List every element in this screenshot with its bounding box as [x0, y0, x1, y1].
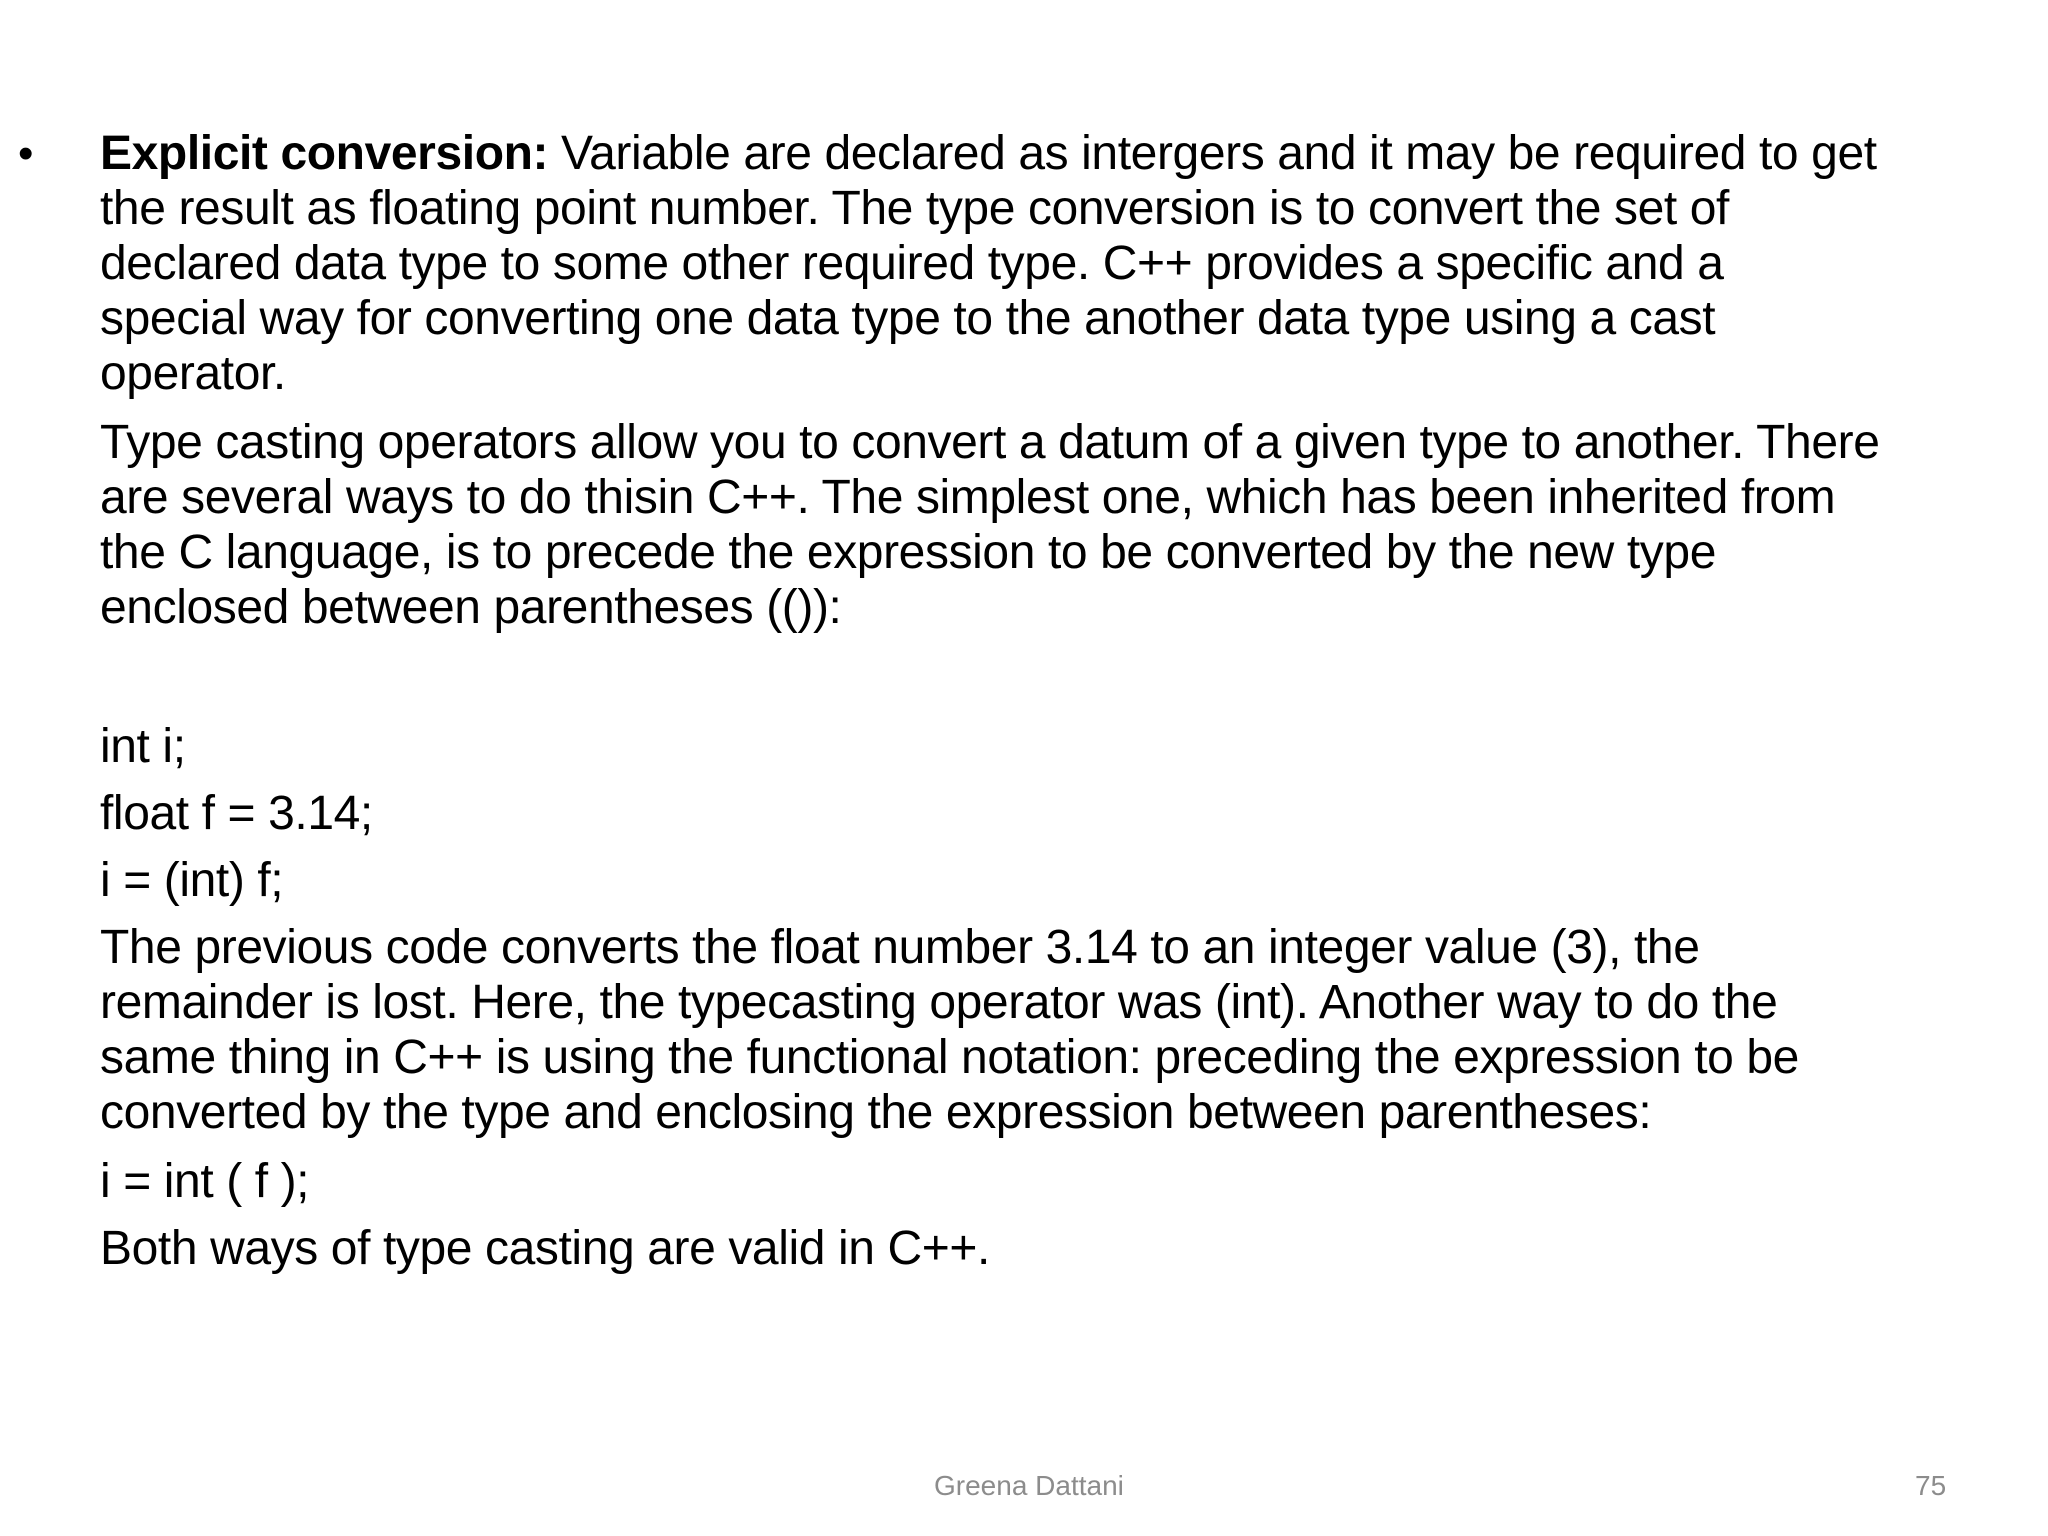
spacer	[100, 649, 1880, 719]
paragraph-explicit-conversion	[100, 126, 1880, 401]
code-line-3: i = (int) f;	[100, 854, 284, 907]
paragraph-1-text: Variable are declared as intergers and it may be required to get the result as floating point number. The type conversion is to convert the set of declared data type to some other required type. C++ provides a specific and a special way for converting one data type to the another data type using a cast operator.	[100, 127, 1877, 400]
footer-page-number: 75	[1915, 1470, 1947, 1501]
code-line-1: int i;	[100, 720, 186, 773]
code-line-2: float f = 3.14;	[100, 787, 373, 840]
lead-label: Explicit conversion:	[100, 127, 549, 180]
paragraph-type-casting: Type casting operators allow you to convert a datum of a given type to another. There are several ways to do thisin C++. The simplest one, which has been inherited from the C language, is to precede the expression to be converted by the new type enclosed between parentheses (()):	[100, 416, 1880, 634]
paragraph-previous-code: The previous code converts the float number 3.14 to an integer value (3), the remainder is lost. Here, the typecasting operator was (int). Another way to do the same thing in C++ is using the functional notation: preceding the expression to be converted by the type and enclosing the expression between parentheses:	[100, 921, 1799, 1139]
bullet-icon: •	[18, 129, 34, 178]
code-line-4: i = int ( f );	[100, 1155, 310, 1208]
paragraph-both-ways: Both ways of type casting are valid in C++.	[100, 1222, 990, 1275]
footer-author: Greena Dattani	[934, 1470, 1124, 1501]
slide-body	[18, 126, 1880, 1290]
